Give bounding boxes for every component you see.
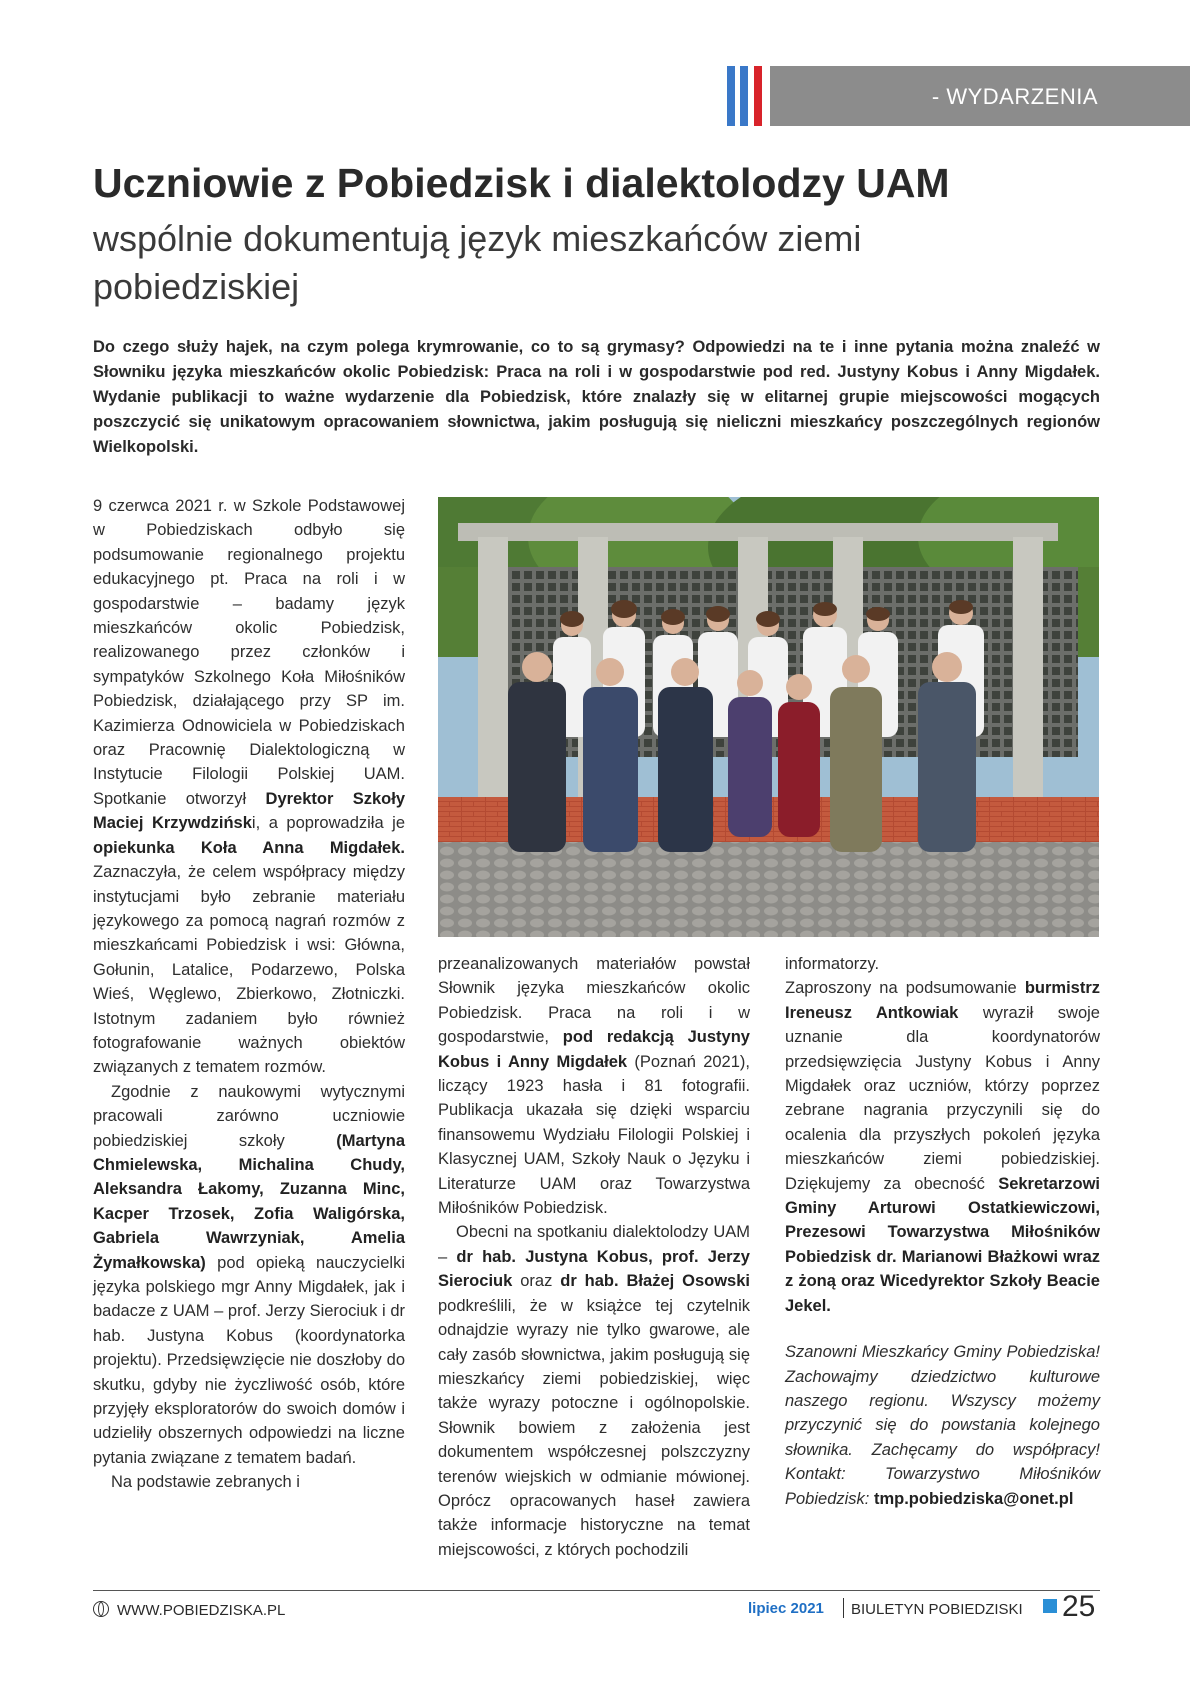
article-title: Uczniowie z Pobiedzisk i dialektolodzy UAM — [93, 160, 950, 206]
bold-text: dr hab. Justyna Kobus, prof. Jerzy Sierociuk — [438, 1247, 750, 1291]
closing-paragraph — [785, 1340, 1100, 1511]
text: Obecni na spotkaniu dialektolodzy UAM – — [438, 1223, 750, 1266]
text: (Poznań 2021), liczący 1923 hasła i 81 fotografii. Publikacja ukazała się dzięki wsparciu finansowemu Wydziału Filologii Polskiej i Klasycznej UAM, Szkoły Nauk o Języku i Literaturze UAM oraz Towarzystwa Miłośników Pobiedzisk. — [438, 1052, 750, 1218]
text-column-2 — [438, 952, 750, 1562]
group-photo — [438, 497, 1099, 937]
bold-text: dr hab. Błażej Osowski — [560, 1272, 750, 1291]
bold-text: opiekunka Koła Anna Migdałek. — [93, 838, 405, 857]
text: Szanowni Mieszkańcy Gminy Pobiedziska! Zachowajmy dziedzictwo kulturowe naszego regionu. Wszyscy możemy przyczynić się do powstania kolejnego słownika. Zachęcamy do współpracy! Kontakt: Towarzystwo Miłośników Pobiedzisk: — [785, 1343, 1100, 1508]
paragraph — [438, 1220, 750, 1562]
page-number: 25 — [1062, 1590, 1096, 1623]
text: Na podstawie zebranych i — [111, 1473, 300, 1492]
paragraph — [785, 952, 1100, 976]
flag-stripe-red — [754, 66, 762, 126]
footer-date: lipiec 2021 — [748, 1600, 824, 1617]
square-icon — [1043, 1599, 1057, 1613]
text: Zaznaczyła, że celem współpracy między instytucjami było zebranie materiału językowego za pomocą nagrań rozmów z mieszkańcami Pobiedzisk i wsi: Główna, Gołunin, Latalice, Podarzewo, Polska Wieś, Węglewo, Zbierkowo, Złotniczki. Istotnym zadaniem było również fotografowanie ważnych obiektów związanych z tematem rozmów. — [93, 863, 405, 1077]
text: Zaproszony na podsumowanie — [785, 979, 1025, 998]
section-label: - WYDARZENIA — [931, 84, 1098, 109]
globe-icon — [93, 1601, 109, 1617]
text: pod opieką nauczycielki języka polskiego mgr Anny Migdałek, jak i badacze z UAM – prof. Jerzy Sierociuk i dr hab. Justyna Kobus (koordynatorka projektu). Przedsięwzięcie nie doszłoby do skutku, gdyby nie życzliwość osób, które przyjęły eksploratorów do swoich domów i udzieliły obszernych odpowiedzi na liczne pytania związane z tematem badań. — [93, 1253, 405, 1467]
text: 9 czerwca 2021 r. w Szkole Podstawowej w Pobiedziskach odbyło się podsumowanie regionalnego projektu edukacyjnego pt. Praca na roli i w gospodarstwie – badamy język mieszkańców okolic Pobiedzisk, realizowanego przez członków i sympatyków Szkolnego Koła Miłośników Pobiedzisk, działającego przy SP im. Kazimierza Odnowiciela w Pobiedziskach oraz Pracownię Dialektologiczną w Instytucie Filologii Polskiej UAM. Spotkanie otworzył — [93, 497, 405, 808]
text: informatorzy. — [785, 955, 880, 973]
paragraph — [785, 976, 1100, 1318]
bold-text: Dyrektor Szkoły Maciej Krzywdzińsk — [93, 789, 405, 833]
text: podkreślili, że w książce tej czytelnik odnajdzie wyrazy nie tylko gwarowe, ale cały zasób słownictwa, jakim posługują się mieszkańcy ziemi pobiedziskiej, więc także wyrazy potoczne i ogólnopolskie. Słownik bowiem z założenia jest dokumentem współczesnej polszczyzny terenów wiejskich w odmianie mówionej. Oprócz opracowanych haseł zawiera także informacje historyczne na temat miejscowości, z których pochodzili — [438, 1296, 750, 1559]
text: przeanalizowanych materiałów powstał Słownik języka mieszkańców okolic Pobiedzisk. Praca na roli i w gospodarstwie, — [438, 955, 750, 1047]
article-lead: Do czego służy hajek, na czym polega krymrowanie, co to są grymasy? Odpowiedzi na te i inne pytania można znaleźć w Słowniku języka mieszkańców okolic Pobiedzisk: Praca na roli i w gospodarstwie pod red. Justyny Kobus i Anny Migdałek. Wydanie publikacji to ważne wydarzenie dla Pobiedzisk, które znalazły się w elitarnej grupie miejscowości mogących poszczycić się unikatowym opracowaniem słownictwa, jakim posługują się nieliczni mieszkańcy poszczególnych regionów Wielkopolski. — [93, 338, 1100, 456]
group-photo-illustration — [438, 497, 1099, 937]
text: Zgodnie z naukowymi wytycznymi pracowali zarówno uczniowie pobiedziskiej szkoły — [93, 1082, 405, 1150]
paragraph — [93, 494, 405, 1080]
text: oraz — [512, 1272, 561, 1291]
footer-website — [93, 1601, 285, 1619]
footer-separator — [843, 1598, 844, 1618]
bold-text: pod redakcją Justyny Kobus i Anny Migdałek — [438, 1028, 750, 1071]
contact-email: tmp.pobiedziska@onet.pl — [873, 1489, 1074, 1508]
article-subtitle: wspólnie dokumentują język mieszkańców ziemi pobiedziskiej — [93, 218, 862, 307]
bold-text: Sekretarzowi Gminy Arturowi Ostatkiewiczowi, Prezesowi Towarzystwa Miłośników Pobiedzisk dr. Marianowi Błażkowi wraz z żoną oraz Wicedyrektor Szkoły Beacie Jekel. — [785, 1174, 1100, 1315]
flag-stripe-blue — [727, 66, 735, 126]
footer-publication: BIULETYN POBIEDZISKI — [851, 1601, 1023, 1618]
section-header — [770, 66, 1190, 126]
website-text: WWW.POBIEDZISKA.PL — [117, 1602, 286, 1619]
flag-stripe-blue — [740, 66, 748, 126]
paragraph — [93, 1080, 405, 1471]
bold-text: (Martyna Chmielewska, Michalina Chudy, Aleksandra Łakomy, Zuzanna Minc, Kacper Trzosek, Zofia Waligórska, Gabriela Wawrzyniak, Amelia Żymałkowska) — [93, 1131, 405, 1272]
bold-text: burmistrz Ireneusz Antkowiak — [785, 979, 1100, 1022]
footer-divider-line — [93, 1590, 1100, 1591]
paragraph — [93, 1470, 405, 1494]
spacer — [785, 1318, 1100, 1340]
text: i, a poprowadziła je — [251, 814, 405, 833]
text: wyraził swoje uznanie dla koordynatorów przedsięwzięcia Justyny Kobus i Anny Migdałek oraz uczniów, którzy poprzez zebrane nagrania przyczynili się do ocalenia dla przyszłych pokoleń języka mieszkańców ziemi pobiedziskiej. Dziękujemy za obecność — [785, 1003, 1100, 1193]
paragraph — [438, 952, 750, 1220]
text-column-3 — [785, 952, 1100, 1511]
text-column-1 — [93, 494, 405, 1495]
